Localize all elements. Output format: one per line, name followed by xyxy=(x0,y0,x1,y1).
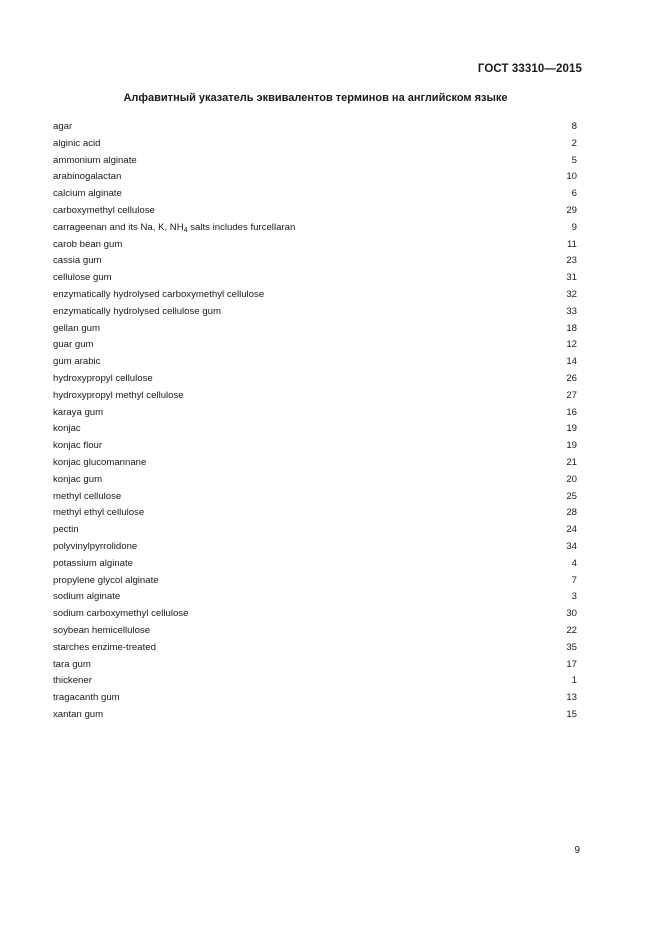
index-entry xyxy=(53,371,577,388)
page-number: 9 xyxy=(574,845,580,856)
index-entry xyxy=(53,203,577,220)
index-entry xyxy=(53,253,577,270)
index-page-ref: 7 xyxy=(571,574,577,586)
index-page-ref: 6 xyxy=(571,188,577,200)
index-term: propylene glycol alginate xyxy=(53,574,159,586)
index-term: sodium alginate xyxy=(53,591,121,603)
index-entry xyxy=(53,657,577,674)
index-page-ref: 18 xyxy=(566,322,577,334)
index-term: pectin xyxy=(53,524,79,536)
index-term: hydroxypropyl methyl cellulose xyxy=(53,389,184,401)
index-term: gellan gum xyxy=(53,322,100,334)
index-page-ref: 34 xyxy=(566,540,577,552)
index-term: tragacanth gum xyxy=(53,692,120,704)
index-page-ref: 19 xyxy=(566,423,577,435)
index-entry xyxy=(53,623,577,640)
index-entry xyxy=(53,186,577,203)
index-page-ref: 31 xyxy=(566,272,577,284)
index-term: konjac gum xyxy=(53,473,103,485)
index-page-ref: 10 xyxy=(566,171,577,183)
index-term: cassia gum xyxy=(53,255,102,267)
index-page-ref: 4 xyxy=(571,557,577,569)
index-term: hydroxypropyl cellulose xyxy=(53,372,153,384)
index-term: xantan gum xyxy=(53,708,104,720)
index-entry xyxy=(53,606,577,623)
index-entry xyxy=(53,270,577,287)
index-page-ref: 9 xyxy=(571,221,577,233)
index-term: konjac flour xyxy=(53,440,103,452)
index-entry xyxy=(53,640,577,657)
index-page-ref: 23 xyxy=(566,255,577,267)
index-term-part: salts includes furcellaran xyxy=(187,221,296,233)
index-page-ref: 27 xyxy=(566,389,577,401)
index-term: thickener xyxy=(53,675,92,687)
index-page-ref: 32 xyxy=(566,288,577,300)
index-entry xyxy=(53,304,577,321)
index-page-ref: 33 xyxy=(566,305,577,317)
index-entry xyxy=(53,489,577,506)
index-entry xyxy=(53,472,577,489)
index-entry xyxy=(53,438,577,455)
index-term: carob bean gum xyxy=(53,238,123,250)
index-entry xyxy=(53,237,577,254)
index-page-ref: 24 xyxy=(566,524,577,536)
index-term: guar gum xyxy=(53,339,94,351)
index-page-ref: 3 xyxy=(571,591,577,603)
index-term: konjac glucomannane xyxy=(53,456,147,468)
index-page-ref: 8 xyxy=(571,121,577,132)
index-entry xyxy=(53,388,577,405)
index-entry xyxy=(53,287,577,304)
index-page-ref: 1 xyxy=(571,675,577,687)
index-term-part: carrageenan and its Na, K, NH xyxy=(53,221,184,233)
index-entry xyxy=(53,690,577,707)
index-term: soybean hemicellulose xyxy=(53,624,151,636)
index-term-subscript: 4 xyxy=(183,226,188,234)
index-page-ref: 13 xyxy=(566,692,577,704)
index-page-ref: 16 xyxy=(566,406,577,418)
index-entry xyxy=(53,321,577,338)
index-term: enzymatically hydrolysed cellulose gum xyxy=(53,305,221,317)
index-entry xyxy=(53,119,577,136)
index-entry xyxy=(53,153,577,170)
index-entry xyxy=(53,707,577,724)
index-page-ref: 20 xyxy=(566,473,577,485)
index-page-ref: 5 xyxy=(571,154,577,166)
index-page-ref: 17 xyxy=(566,658,577,670)
index-entry xyxy=(53,673,577,690)
index-entry xyxy=(53,421,577,438)
index-page-ref: 19 xyxy=(566,440,577,452)
index-entry xyxy=(53,589,577,606)
index-term: ammonium alginate xyxy=(53,154,137,166)
index-term xyxy=(53,220,295,237)
index-entry xyxy=(53,136,577,153)
index-term: methyl cellulose xyxy=(53,490,122,502)
index-entry xyxy=(53,539,577,556)
index-entry xyxy=(53,405,577,422)
index-page-ref: 14 xyxy=(566,356,577,368)
index-term: tara gum xyxy=(53,658,91,670)
index-page-ref: 29 xyxy=(566,204,577,216)
index-term: karaya gum xyxy=(53,406,104,418)
document-code: ГОСТ 33310—2015 xyxy=(477,63,582,75)
index-entry xyxy=(53,354,577,371)
index-entry xyxy=(53,522,577,539)
index-term: polyvinylpyrrolidone xyxy=(53,540,138,552)
index-entry xyxy=(53,169,577,186)
index-title: Алфавитный указатель эквивалентов терминов на английском языке xyxy=(123,92,508,104)
index-page-ref: 15 xyxy=(566,708,577,720)
index-page-ref: 12 xyxy=(566,339,577,351)
index-list xyxy=(53,119,577,724)
index-page-ref: 35 xyxy=(566,641,577,653)
index-term: alginic acid xyxy=(53,137,101,149)
index-page-ref: 21 xyxy=(566,456,577,468)
index-term: starches enzime-treated xyxy=(53,641,156,653)
index-entry xyxy=(53,556,577,573)
index-term: gum arabic xyxy=(53,356,101,368)
index-page-ref: 11 xyxy=(567,238,577,250)
index-entry xyxy=(53,337,577,354)
index-term: carboxymethyl cellulose xyxy=(53,204,155,216)
index-term: sodium carboxymethyl cellulose xyxy=(53,608,189,620)
index-page-ref: 22 xyxy=(566,624,577,636)
index-entry xyxy=(53,505,577,522)
index-term: potassium alginate xyxy=(53,557,133,569)
index-page-ref: 25 xyxy=(566,490,577,502)
index-page-ref: 26 xyxy=(566,372,577,384)
index-page-ref: 2 xyxy=(571,137,577,149)
index-term: arabinogalactan xyxy=(53,171,122,183)
index-term: cellulose gum xyxy=(53,272,112,284)
index-page-ref: 30 xyxy=(566,608,577,620)
index-entry xyxy=(53,220,577,237)
index-entry xyxy=(53,573,577,590)
index-entry xyxy=(53,455,577,472)
index-term: konjac xyxy=(53,423,81,435)
index-term: agar xyxy=(53,121,73,132)
index-page-ref: 28 xyxy=(566,507,577,519)
index-term: calcium alginate xyxy=(53,188,122,200)
index-term: enzymatically hydrolysed carboxymethyl cellulose xyxy=(53,288,265,300)
index-term: methyl ethyl cellulose xyxy=(53,507,145,519)
